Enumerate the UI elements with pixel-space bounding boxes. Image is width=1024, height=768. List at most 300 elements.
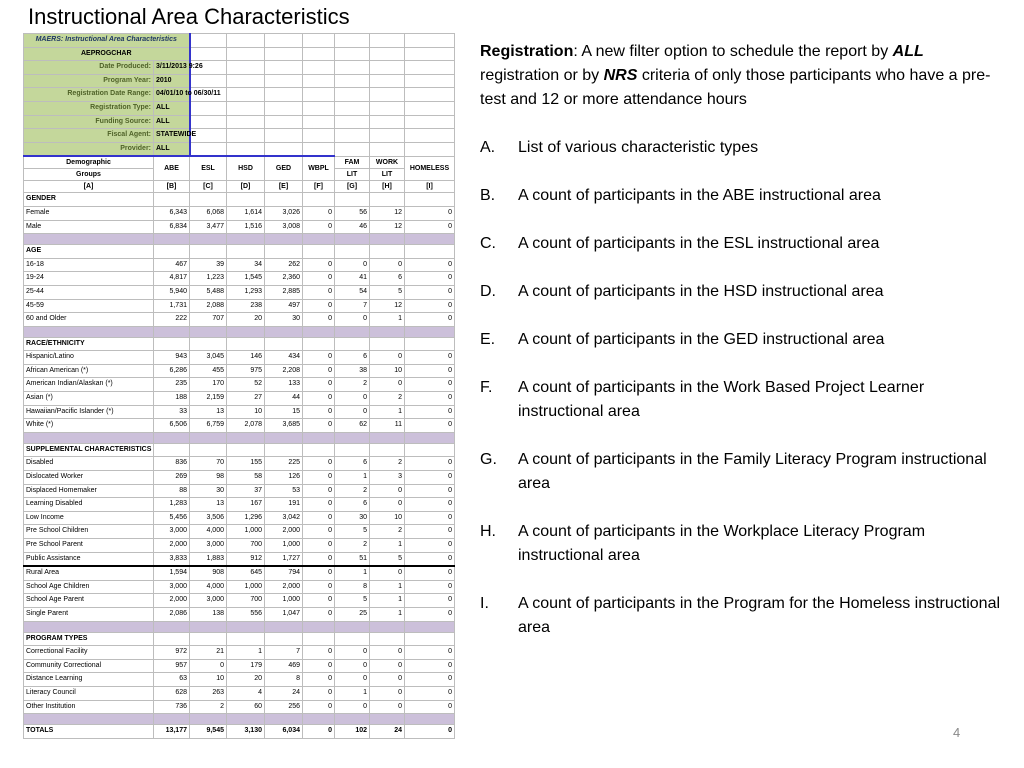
row-label: Other Institution <box>24 700 154 714</box>
list-marker: A. <box>480 139 496 156</box>
section-header-row <box>24 337 455 351</box>
meta-row <box>24 142 455 156</box>
empty-cell <box>405 621 455 632</box>
report-grid <box>23 33 455 739</box>
empty-cell <box>335 245 370 259</box>
count-cell: 0 <box>370 378 405 392</box>
empty-cell <box>265 337 303 351</box>
hsd-header: HSD <box>227 156 265 181</box>
section-header-row <box>24 443 455 457</box>
count-cell: 908 <box>190 566 227 580</box>
count-cell: 0 <box>405 220 455 234</box>
count-cell: 0 <box>405 566 455 580</box>
empty-cell <box>335 443 370 457</box>
slide-title: Instructional Area Characteristics <box>28 4 350 29</box>
count-cell: 700 <box>227 594 265 608</box>
count-cell: 836 <box>154 457 190 471</box>
table-row <box>24 299 455 313</box>
count-cell: 0 <box>405 511 455 525</box>
notes-panel <box>480 40 1000 664</box>
row-label: Low Income <box>24 511 154 525</box>
count-cell: 146 <box>227 351 265 365</box>
count-cell: 3,042 <box>265 511 303 525</box>
table-row <box>24 511 455 525</box>
empty-cell <box>405 142 455 156</box>
row-label: Disabled <box>24 457 154 471</box>
count-cell: 8 <box>335 580 370 594</box>
empty-cell <box>24 714 154 725</box>
total-cell: 6,034 <box>265 725 303 739</box>
count-cell: 3,506 <box>190 511 227 525</box>
empty-cell <box>335 129 370 143</box>
list-item <box>480 136 1000 160</box>
count-cell: 0 <box>405 258 455 272</box>
empty-cell <box>227 621 265 632</box>
table-row <box>24 659 455 673</box>
table-row <box>24 351 455 365</box>
empty-cell <box>303 714 335 725</box>
total-cell: 0 <box>303 725 335 739</box>
count-cell: 0 <box>405 539 455 553</box>
count-cell: 4 <box>227 686 265 700</box>
registration-note <box>480 40 1000 112</box>
table-row <box>24 364 455 378</box>
list-item <box>480 520 1000 568</box>
count-cell: 0 <box>303 364 335 378</box>
count-cell: 138 <box>190 607 227 621</box>
empty-cell <box>227 101 265 115</box>
count-cell: 700 <box>227 539 265 553</box>
count-cell: 262 <box>265 258 303 272</box>
count-cell: 0 <box>303 220 335 234</box>
empty-cell <box>303 34 335 48</box>
count-cell: 70 <box>190 457 227 471</box>
empty-cell <box>154 193 190 207</box>
empty-cell <box>190 234 227 245</box>
empty-cell <box>303 115 335 129</box>
count-cell: 0 <box>303 392 335 406</box>
table-row <box>24 392 455 406</box>
count-cell: 0 <box>370 498 405 512</box>
empty-cell <box>154 245 190 259</box>
count-cell: 1,283 <box>154 498 190 512</box>
column-code: [F] <box>303 181 335 193</box>
count-cell: 2,086 <box>154 607 190 621</box>
count-cell: 0 <box>303 206 335 220</box>
count-cell: 10 <box>190 673 227 687</box>
section-separator <box>24 326 455 337</box>
count-cell: 0 <box>405 498 455 512</box>
empty-cell <box>154 714 190 725</box>
empty-cell <box>190 714 227 725</box>
count-cell: 628 <box>154 686 190 700</box>
empty-cell <box>370 74 405 88</box>
row-label: 19-24 <box>24 272 154 286</box>
empty-cell <box>265 326 303 337</box>
count-cell: 0 <box>370 686 405 700</box>
empty-cell <box>370 115 405 129</box>
empty-cell <box>370 621 405 632</box>
row-label: 60 and Older <box>24 313 154 327</box>
table-row <box>24 580 455 594</box>
empty-cell <box>303 234 335 245</box>
meta-value: 3/11/2013 9:26 <box>154 61 190 75</box>
empty-cell <box>227 326 265 337</box>
empty-cell <box>227 714 265 725</box>
meta-label: Fiscal Agent: <box>24 129 154 143</box>
count-cell: 0 <box>303 471 335 485</box>
count-cell: 0 <box>303 258 335 272</box>
count-cell: 3 <box>370 471 405 485</box>
empty-cell <box>335 47 370 61</box>
empty-cell <box>190 101 227 115</box>
empty-cell <box>227 47 265 61</box>
meta-row <box>24 61 455 75</box>
count-cell: 1 <box>227 646 265 660</box>
count-cell: 497 <box>265 299 303 313</box>
empty-cell <box>154 443 190 457</box>
meta-label: Funding Source: <box>24 115 154 129</box>
table-row <box>24 313 455 327</box>
empty-cell <box>265 432 303 443</box>
count-cell: 0 <box>405 594 455 608</box>
empty-cell <box>405 61 455 75</box>
count-cell: 170 <box>190 378 227 392</box>
empty-cell <box>303 443 335 457</box>
empty-cell <box>154 432 190 443</box>
empty-cell <box>190 245 227 259</box>
count-cell: 51 <box>335 552 370 566</box>
fam-lit-header: LIT <box>335 169 370 181</box>
count-cell: 155 <box>227 457 265 471</box>
empty-cell <box>405 245 455 259</box>
list-text: A count of participants in the Workplace Literacy Program instructional area <box>518 523 926 564</box>
list-item <box>480 280 1000 304</box>
count-cell: 1,000 <box>265 594 303 608</box>
empty-cell <box>335 61 370 75</box>
empty-cell <box>227 245 265 259</box>
meta-label: Date Produced: <box>24 61 154 75</box>
total-cell: 0 <box>405 725 455 739</box>
empty-cell <box>227 337 265 351</box>
table-row <box>24 457 455 471</box>
section-header-row <box>24 632 455 646</box>
list-marker: I. <box>480 595 489 612</box>
row-label: Distance Learning <box>24 673 154 687</box>
count-cell: 0 <box>405 525 455 539</box>
column-code-a: [A] <box>24 181 154 193</box>
total-cell: 9,545 <box>190 725 227 739</box>
count-cell: 6,068 <box>190 206 227 220</box>
empty-cell <box>335 34 370 48</box>
empty-cell <box>265 142 303 156</box>
abe-header: ABE <box>154 156 190 181</box>
empty-cell <box>265 61 303 75</box>
section-header-row <box>24 245 455 259</box>
row-label: Hispanic/Latino <box>24 351 154 365</box>
demographic-header: Demographic <box>24 156 154 169</box>
empty-cell <box>370 47 405 61</box>
empty-cell <box>370 88 405 102</box>
empty-cell <box>227 193 265 207</box>
count-cell: 975 <box>227 364 265 378</box>
column-code: [H] <box>370 181 405 193</box>
count-cell: 0 <box>370 566 405 580</box>
list-item <box>480 328 1000 352</box>
empty-cell <box>24 234 154 245</box>
count-cell: 53 <box>265 484 303 498</box>
count-cell: 2,078 <box>227 419 265 433</box>
count-cell: 912 <box>227 552 265 566</box>
list-marker: D. <box>480 283 496 300</box>
empty-cell <box>335 234 370 245</box>
count-cell: 0 <box>303 552 335 566</box>
row-label: Pre School Parent <box>24 539 154 553</box>
empty-cell <box>190 47 227 61</box>
count-cell: 5,488 <box>190 285 227 299</box>
count-cell: 0 <box>303 498 335 512</box>
report-table <box>23 33 454 739</box>
empty-cell <box>335 432 370 443</box>
empty-cell <box>405 74 455 88</box>
table-row <box>24 686 455 700</box>
empty-cell <box>265 245 303 259</box>
count-cell: 4,000 <box>190 525 227 539</box>
empty-cell <box>405 234 455 245</box>
row-label: White (*) <box>24 419 154 433</box>
list-text: List of various characteristic types <box>518 139 759 156</box>
empty-cell <box>227 115 265 129</box>
count-cell: 20 <box>227 673 265 687</box>
count-cell: 62 <box>335 419 370 433</box>
count-cell: 8 <box>265 673 303 687</box>
report-title: MAERS: Instructional Area Characteristics <box>24 34 190 48</box>
empty-cell <box>265 129 303 143</box>
section-title: SUPPLEMENTAL CHARACTERISTICS <box>24 443 154 457</box>
empty-cell <box>370 61 405 75</box>
meta-label: Registration Date Range: <box>24 88 154 102</box>
empty-cell <box>370 632 405 646</box>
count-cell: 0 <box>370 700 405 714</box>
report-title-row <box>24 34 455 48</box>
count-cell: 1 <box>370 539 405 553</box>
empty-cell <box>190 432 227 443</box>
table-row <box>24 673 455 687</box>
count-cell: 63 <box>154 673 190 687</box>
meta-value: 04/01/10 to 06/30/11 <box>154 88 190 102</box>
count-cell: 37 <box>227 484 265 498</box>
meta-row <box>24 101 455 115</box>
row-label: Male <box>24 220 154 234</box>
empty-cell <box>265 193 303 207</box>
empty-cell <box>227 234 265 245</box>
count-cell: 0 <box>303 313 335 327</box>
count-cell: 1 <box>335 471 370 485</box>
empty-cell <box>265 632 303 646</box>
empty-cell <box>335 88 370 102</box>
count-cell: 222 <box>154 313 190 327</box>
count-cell: 0 <box>405 659 455 673</box>
row-label: American Indian/Alaskan (*) <box>24 378 154 392</box>
list-marker: C. <box>480 235 496 252</box>
empty-cell <box>227 88 265 102</box>
empty-cell <box>190 337 227 351</box>
count-cell: 30 <box>190 484 227 498</box>
count-cell: 1 <box>370 405 405 419</box>
count-cell: 0 <box>405 484 455 498</box>
fam-header: FAM <box>335 156 370 169</box>
empty-cell <box>190 115 227 129</box>
empty-cell <box>335 142 370 156</box>
count-cell: 0 <box>303 419 335 433</box>
table-row <box>24 552 455 566</box>
table-row <box>24 594 455 608</box>
count-cell: 455 <box>190 364 227 378</box>
empty-cell <box>405 443 455 457</box>
count-cell: 2,088 <box>190 299 227 313</box>
count-cell: 469 <box>265 659 303 673</box>
count-cell: 0 <box>303 659 335 673</box>
count-cell: 1,293 <box>227 285 265 299</box>
count-cell: 1 <box>370 313 405 327</box>
count-cell: 3,000 <box>154 580 190 594</box>
section-title: GENDER <box>24 193 154 207</box>
count-cell: 707 <box>190 313 227 327</box>
count-cell: 0 <box>405 673 455 687</box>
count-cell: 10 <box>370 364 405 378</box>
count-cell: 2,000 <box>154 539 190 553</box>
empty-cell <box>227 74 265 88</box>
empty-cell <box>227 632 265 646</box>
count-cell: 12 <box>370 299 405 313</box>
count-cell: 0 <box>335 700 370 714</box>
count-cell: 10 <box>227 405 265 419</box>
count-cell: 3,000 <box>190 594 227 608</box>
empty-cell <box>303 61 335 75</box>
empty-cell <box>227 129 265 143</box>
ged-header: GED <box>265 156 303 181</box>
count-cell: 54 <box>335 285 370 299</box>
count-cell: 13 <box>190 498 227 512</box>
empty-cell <box>370 443 405 457</box>
row-label: Hawaiian/Pacific Islander (*) <box>24 405 154 419</box>
count-cell: 1,594 <box>154 566 190 580</box>
empty-cell <box>190 34 227 48</box>
meta-value: STATEWIDE <box>154 129 190 143</box>
count-cell: 1,614 <box>227 206 265 220</box>
list-marker: F. <box>480 379 493 396</box>
count-cell: 3,000 <box>154 525 190 539</box>
count-cell: 943 <box>154 351 190 365</box>
count-cell: 27 <box>227 392 265 406</box>
table-row <box>24 419 455 433</box>
count-cell: 0 <box>405 351 455 365</box>
count-cell: 2 <box>335 484 370 498</box>
totals-label: TOTALS <box>24 725 154 739</box>
empty-cell <box>370 142 405 156</box>
count-cell: 0 <box>303 351 335 365</box>
row-label: Asian (*) <box>24 392 154 406</box>
list-item <box>480 184 1000 208</box>
count-cell: 5 <box>370 285 405 299</box>
count-cell: 0 <box>303 700 335 714</box>
count-cell: 0 <box>405 285 455 299</box>
count-cell: 1 <box>370 607 405 621</box>
empty-cell <box>335 714 370 725</box>
count-cell: 1,000 <box>227 525 265 539</box>
count-cell: 58 <box>227 471 265 485</box>
count-cell: 60 <box>227 700 265 714</box>
count-cell: 0 <box>405 580 455 594</box>
count-cell: 0 <box>190 659 227 673</box>
table-row <box>24 539 455 553</box>
count-cell: 0 <box>370 659 405 673</box>
empty-cell <box>227 34 265 48</box>
count-cell: 434 <box>265 351 303 365</box>
count-cell: 25 <box>335 607 370 621</box>
meta-value: ALL <box>154 101 190 115</box>
count-cell: 0 <box>370 484 405 498</box>
meta-label: Program Year: <box>24 74 154 88</box>
nrs-keyword: NRS <box>603 67 638 84</box>
empty-cell <box>405 714 455 725</box>
count-cell: 6,759 <box>190 419 227 433</box>
count-cell: 0 <box>303 646 335 660</box>
table-row <box>24 206 455 220</box>
count-cell: 238 <box>227 299 265 313</box>
count-cell: 44 <box>265 392 303 406</box>
count-cell: 0 <box>335 258 370 272</box>
row-label: School Age Parent <box>24 594 154 608</box>
row-label: Female <box>24 206 154 220</box>
count-cell: 3,045 <box>190 351 227 365</box>
count-cell: 24 <box>265 686 303 700</box>
count-cell: 0 <box>303 539 335 553</box>
count-cell: 1 <box>335 686 370 700</box>
empty-cell <box>405 101 455 115</box>
count-cell: 0 <box>370 351 405 365</box>
list-marker: G. <box>480 451 497 468</box>
empty-cell <box>370 193 405 207</box>
table-row <box>24 258 455 272</box>
empty-cell <box>190 326 227 337</box>
count-cell: 1 <box>335 566 370 580</box>
count-cell: 5,456 <box>154 511 190 525</box>
count-cell: 0 <box>303 594 335 608</box>
table-row <box>24 405 455 419</box>
empty-cell <box>335 74 370 88</box>
empty-cell <box>265 88 303 102</box>
count-cell: 3,477 <box>190 220 227 234</box>
count-cell: 0 <box>303 457 335 471</box>
list-marker: H. <box>480 523 496 540</box>
column-code: [E] <box>265 181 303 193</box>
empty-cell <box>24 621 154 632</box>
column-descriptions <box>480 136 1000 640</box>
count-cell: 126 <box>265 471 303 485</box>
count-cell: 5 <box>335 594 370 608</box>
groups-header: Groups <box>24 169 154 181</box>
empty-cell <box>303 88 335 102</box>
count-cell: 1,883 <box>190 552 227 566</box>
count-cell: 41 <box>335 272 370 286</box>
row-label: Displaced Homemaker <box>24 484 154 498</box>
row-label: 45-59 <box>24 299 154 313</box>
count-cell: 1,047 <box>265 607 303 621</box>
count-cell: 6 <box>335 351 370 365</box>
empty-cell <box>303 101 335 115</box>
count-cell: 1,545 <box>227 272 265 286</box>
